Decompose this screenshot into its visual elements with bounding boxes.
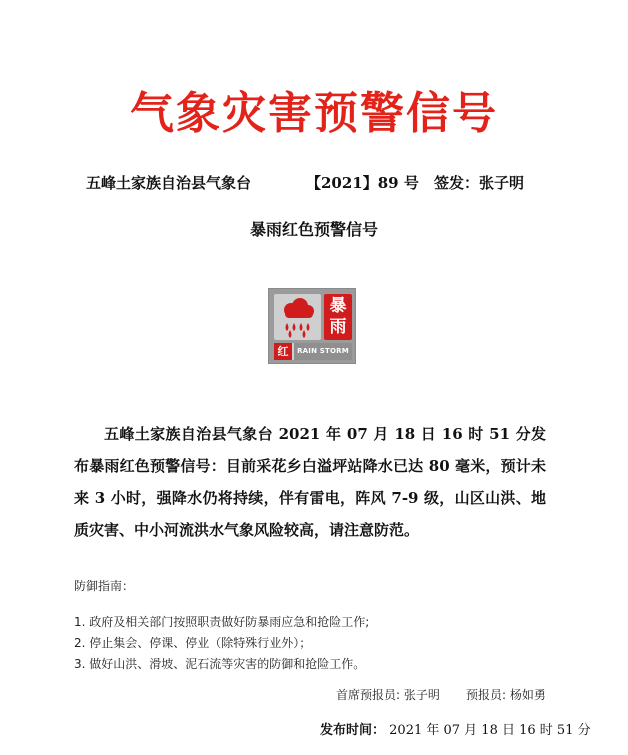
warning-body-text: 五峰土家族自治县气象台 2021 年 07 月 18 日 16 时 51 分发布暴雨红色预警信号：目前采花乡白溢坪站降水已达 80 毫米，预计未来 3 小时，强降水仍将持续，伴有雷电，阵风 7-9 级，山区山洪、地质灾害、中小河流洪水气象风险较高，请注意防范。 [74,425,546,539]
icon-label: RAIN STORM [294,343,352,360]
release-time-line [320,722,591,740]
icon-characters [324,294,352,340]
guide-item: 1. 政府及相关部门按照职责做好防暴雨应急和抢险工作; [74,615,370,629]
release-time-value: 2021 年 07 月 18 日 16 时 51 分 [389,723,591,738]
rainstorm-red-warning-icon [268,288,356,364]
icon-char-2: 雨 [329,317,347,337]
document-title: 气象灾害预警信号 [130,88,498,139]
signal-title: 暴雨红色预警信号 [249,220,378,239]
forecaster: 预报员: 杨如勇 [466,688,546,702]
icon-level-char: 红 [274,343,292,360]
guide-item: 3. 做好山洪、滑坡、泥石流等灾害的防御和抢险工作。 [74,657,366,671]
rain-cloud-icon [274,294,321,340]
icon-char-1: 暴 [329,296,347,316]
guide-items [74,612,369,675]
guide-item: 2. 停止集会、停课、停业（除特殊行业外）； [74,636,312,650]
issue-number: 【2021】89 号 [306,174,419,192]
forecasters-line [336,687,576,703]
issuer-name: 五峰土家族自治县气象台 [86,174,252,192]
icon-bottom-bar [274,343,352,360]
signer: 签发：张子明 [434,174,525,192]
release-time-label: 发布时间： [320,723,386,738]
chief-forecaster: 首席预报员: 张子明 [336,688,440,702]
guide-title: 防御指南： [74,579,135,593]
